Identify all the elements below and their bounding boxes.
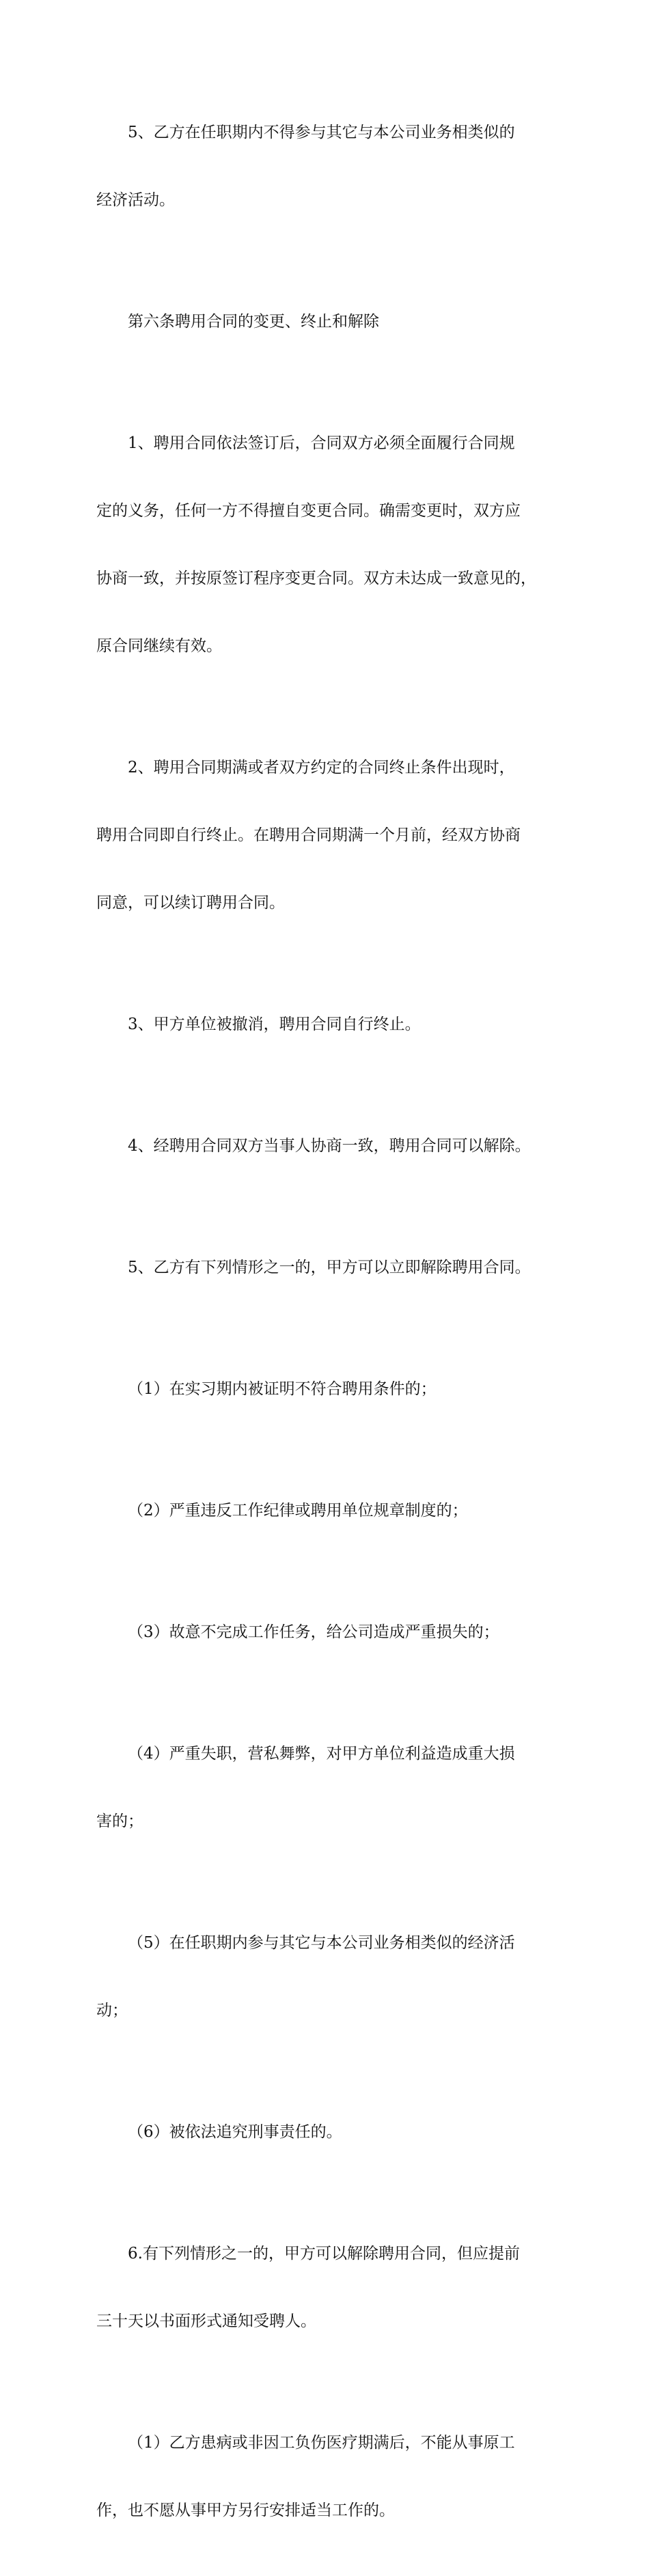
text-line: （2）严重违反工作纪律或聘用单位规章制度的； (128, 1502, 468, 1520)
text-line: 同意，可以续订聘用合同。 (96, 894, 285, 912)
text-line: 经济活动。 (96, 191, 175, 209)
list-item-6 (96, 2076, 564, 2189)
text-line: 原合同继续有效。 (96, 637, 222, 655)
text-line: （5）在任职期内参与其它与本公司业务相类似的经济活 (128, 1934, 515, 1952)
text-line: （1）在实习期内被证明不符合聘用条件的； (128, 1380, 437, 1398)
text-line: （6）被依法追究刑事责任的。 (128, 2123, 342, 2141)
text-line: 3、甲方单位被撤消，聘用合同自行终止。 (128, 1016, 421, 1033)
text-line: 动； (96, 2002, 128, 2019)
section-heading-article-6 (96, 266, 564, 378)
text-line: 6.有下列情形之一的，甲方可以解除聘用合同，但应提前 (128, 2245, 520, 2263)
paragraph-clause-2-contract-expiry (96, 712, 564, 960)
text-line: 5、乙方有下列情形之一的，甲方可以立即解除聘用合同。 (128, 1259, 531, 1276)
list-item-1 (96, 1333, 564, 1446)
text-line: 第六条聘用合同的变更、终止和解除 (128, 313, 379, 331)
text-line: 4、经聘用合同双方当事人协商一致，聘用合同可以解除。 (128, 1137, 531, 1155)
list-item-4 (96, 1698, 564, 1878)
document-body (96, 76, 564, 2576)
paragraph-clause-3-employer-revoked (96, 968, 564, 1081)
paragraph-clause-5-immediate-termination (96, 1212, 564, 1324)
text-line: 1、聘用合同依法签订后，合同双方必须全面履行合同规 (128, 434, 515, 452)
text-line: 作，也不愿从事甲方另行安排适当工作的。 (96, 2502, 395, 2519)
paragraph-clause-6-notice-termination (96, 2198, 564, 2378)
paragraph-clause-4-mutual-termination (96, 1090, 564, 1203)
text-line: （3）故意不完成工作任务，给公司造成严重损失的； (128, 1623, 499, 1641)
text-line: （1）乙方患病或非因工负伤医疗期满后，不能从事原工 (128, 2434, 515, 2452)
list-item-5 (96, 1887, 564, 2067)
list-item-1-illness (96, 2387, 564, 2567)
text-line: 三十天以书面形式通知受聘人。 (96, 2312, 316, 2330)
text-line: 聘用合同即自行终止。在聘用合同期满一个月前，经双方协商 (96, 826, 521, 844)
list-item-2 (96, 1455, 564, 1567)
text-line: 2、聘用合同期满或者双方约定的合同终止条件出现时， (128, 759, 515, 776)
text-line: 5、乙方在任职期内不得参与其它与本公司业务相类似的 (128, 124, 515, 141)
list-item-3 (96, 1576, 564, 1689)
text-line: 协商一致，并按原签订程序变更合同。双方未达成一致意见的， (96, 570, 536, 587)
text-line: 定的义务，任何一方不得擅自变更合同。确需变更时，双方应 (96, 502, 521, 520)
text-line: 害的； (96, 1812, 143, 1830)
text-line: （4）严重失职，营私舞弊，对甲方单位利益造成重大损 (128, 1745, 515, 1763)
paragraph-clause-5-no-competing-activity (96, 76, 564, 257)
paragraph-clause-1-contract-change (96, 387, 564, 703)
